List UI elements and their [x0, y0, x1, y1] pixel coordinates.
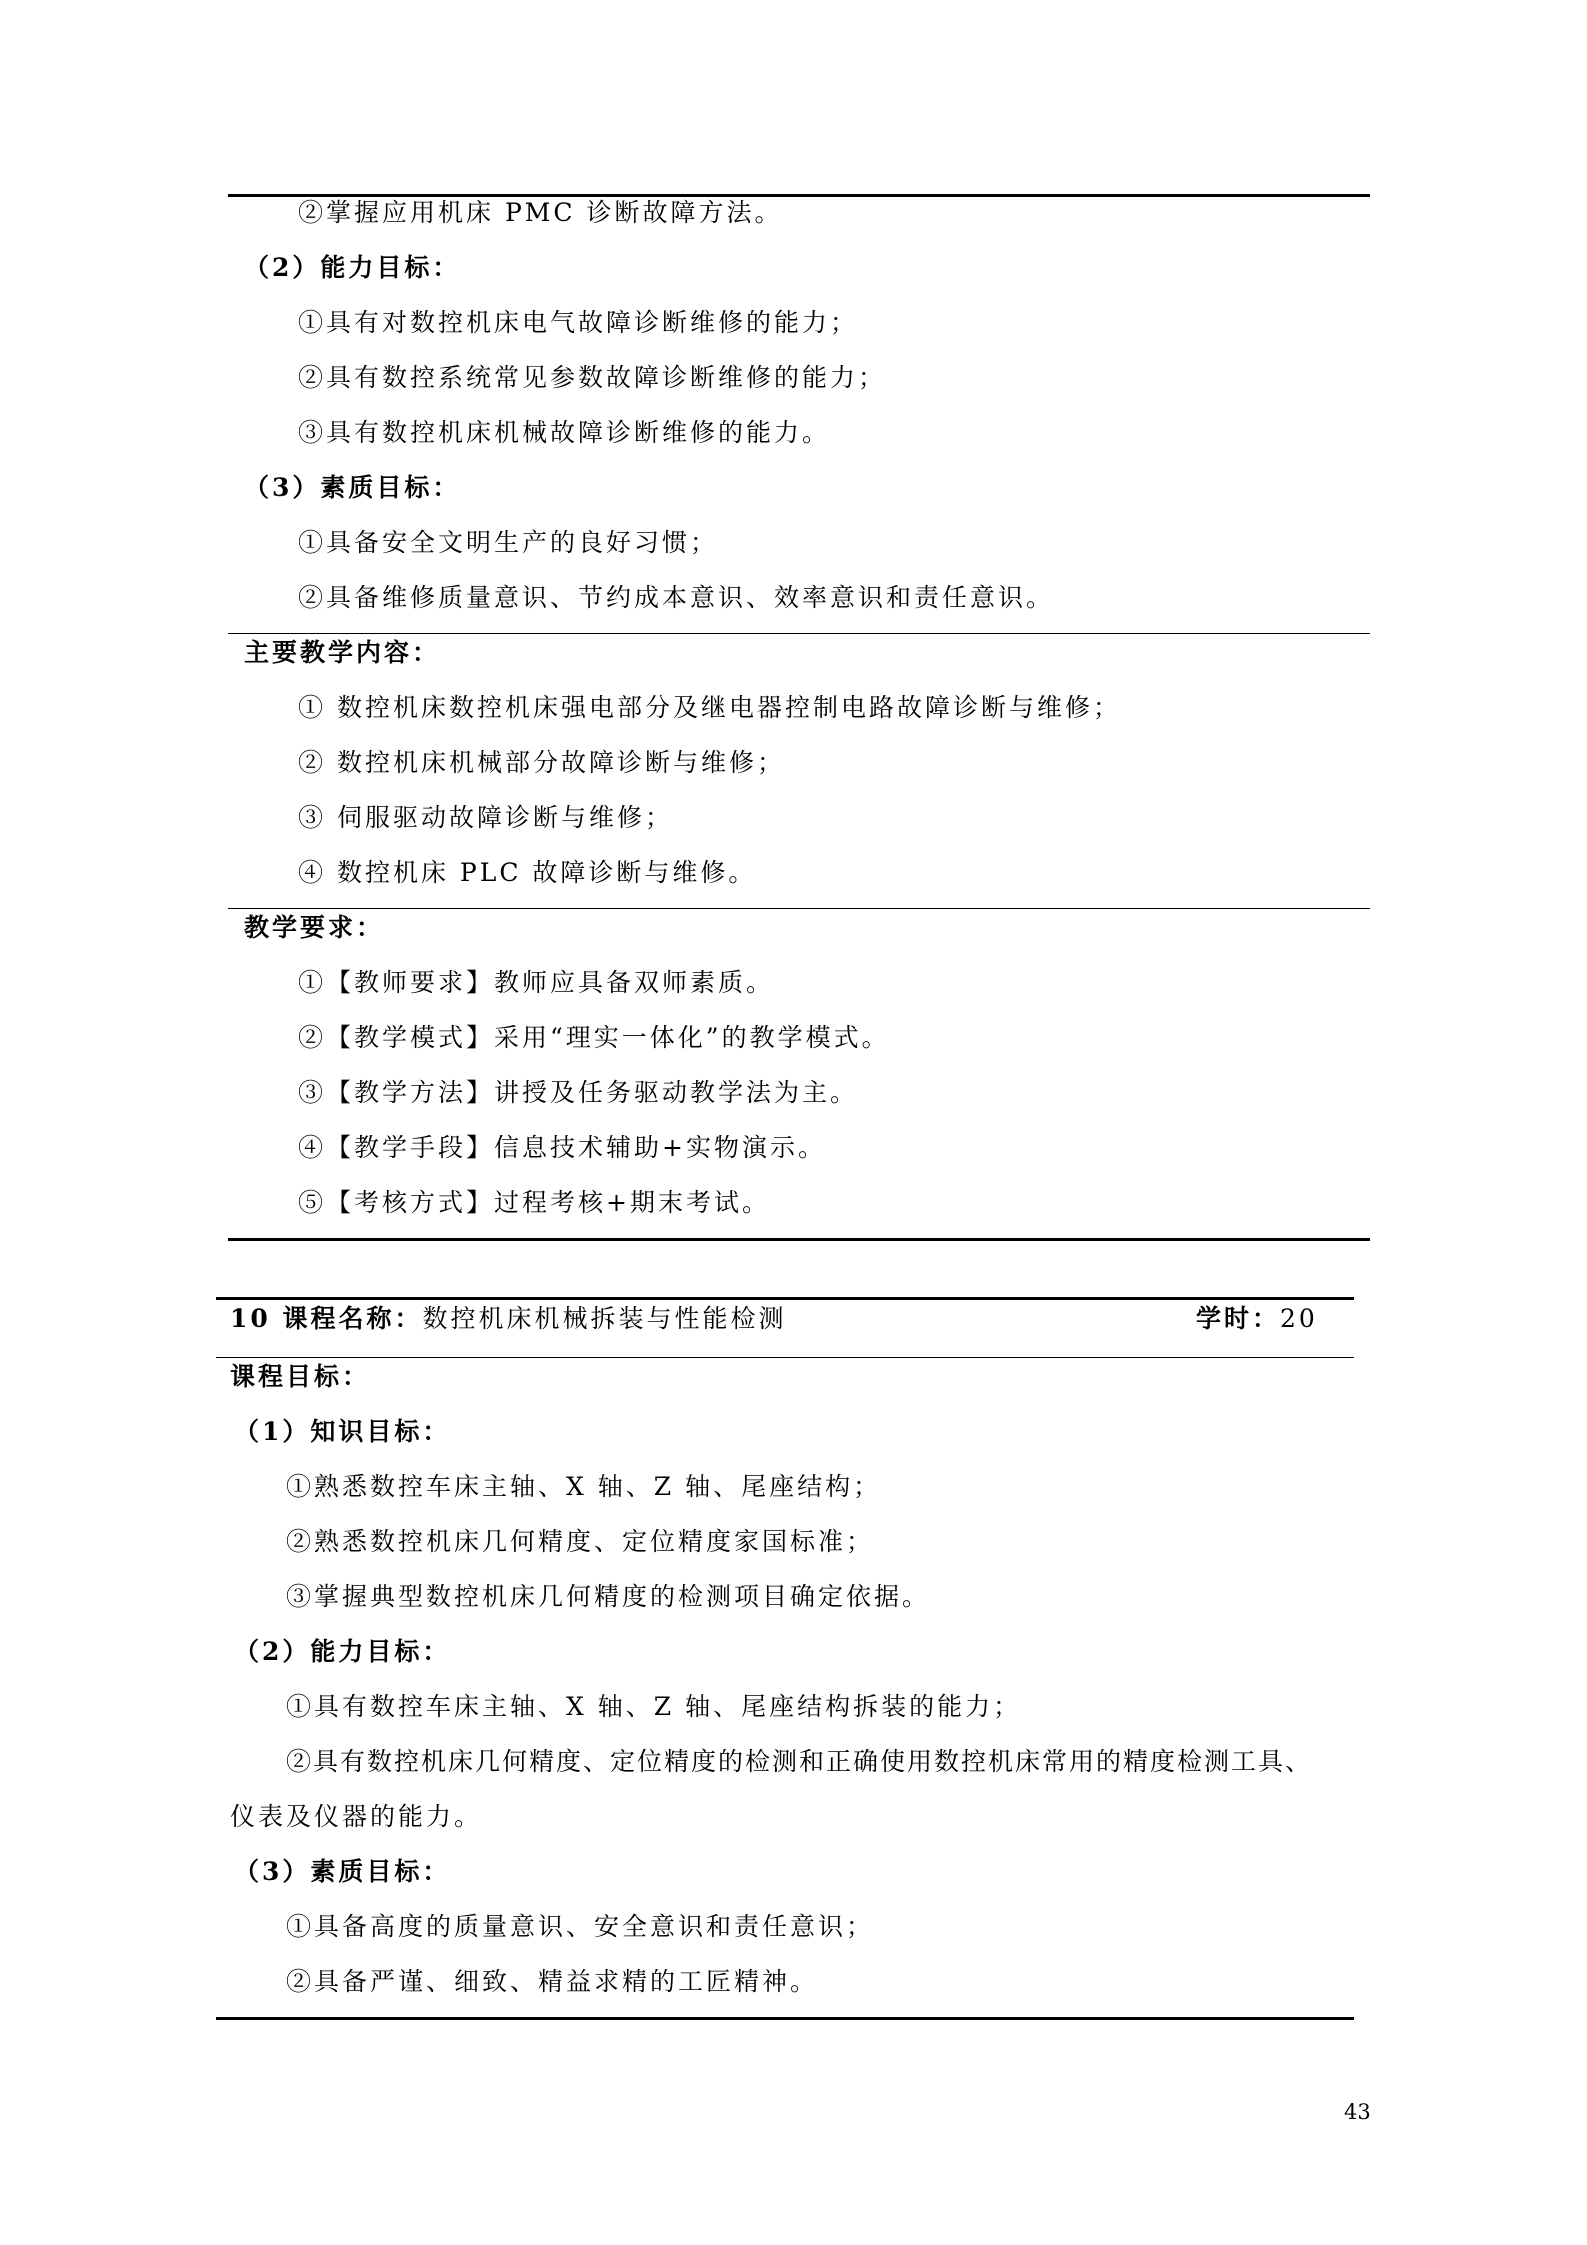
course-name: 数控机床机械拆装与性能检测 — [422, 1304, 787, 1333]
hours-value: 20 — [1280, 1304, 1318, 1333]
requirement-item-2: ②【教学模式】采用“理实一体化”的教学模式。 — [298, 1023, 890, 1052]
goal-heading: 课程目标： — [230, 1362, 371, 1391]
content-divider — [228, 633, 1370, 634]
hours-label: 学时： — [1196, 1304, 1281, 1333]
ability-item-2-continuation: 仪表及仪器的能力。 — [230, 1802, 483, 1831]
requirement-item-4: ④【教学手段】信息技术辅助+实物演示。 — [298, 1133, 826, 1162]
content-item-4: ④ 数控机床 PLC 故障诊断与维修。 — [298, 858, 757, 887]
content-heading: 主要教学内容： — [244, 638, 441, 667]
knowledge-item-2: ②掌握应用机床 PMC 诊断故障方法。 — [298, 198, 783, 227]
course-hours — [1196, 1304, 1318, 1334]
requirement-item-5: ⑤【考核方式】过程考核+期末考试。 — [298, 1188, 770, 1217]
ability-heading: （2）能力目标： — [244, 253, 461, 282]
block2-bottom-rule — [216, 2017, 1354, 2020]
block2-top-rule — [216, 1297, 1354, 1300]
requirements-divider — [228, 908, 1370, 909]
knowledge-item-3: ③掌握典型数控机床几何精度的检测项目确定依据。 — [286, 1582, 931, 1611]
ability-item-2-2: ②具有数控机床几何精度、定位精度的检测和正确使用数控机床常用的精度检测工具、 — [286, 1747, 1313, 1776]
quality-heading: （3）素质目标： — [244, 473, 461, 502]
course-name-label: 10 课程名称： — [230, 1304, 423, 1333]
knowledge-item-1: ①熟悉数控车床主轴、X 轴、Z 轴、尾座结构； — [286, 1472, 882, 1501]
knowledge-heading: （1）知识目标： — [234, 1417, 451, 1446]
knowledge-item-2: ②熟悉数控机床几何精度、定位精度家国标准； — [286, 1527, 875, 1556]
ability-item-1: ①具有对数控机床电气故障诊断维修的能力； — [298, 308, 859, 337]
content-item-1: ① 数控机床数控机床强电部分及继电器控制电路故障诊断与维修； — [298, 693, 1121, 722]
ability-heading-2: （2）能力目标： — [234, 1637, 451, 1666]
ability-item-1-2: ①具有数控车床主轴、X 轴、Z 轴、尾座结构拆装的能力； — [286, 1692, 1022, 1721]
requirements-heading: 教学要求： — [244, 913, 385, 942]
content-item-2: ② 数控机床机械部分故障诊断与维修； — [298, 748, 785, 777]
page-number: 43 — [1344, 2100, 1371, 2124]
course-title-row — [230, 1304, 787, 1334]
requirement-item-1: ①【教师要求】教师应具备双师素质。 — [298, 968, 775, 997]
block1-top-rule — [228, 194, 1370, 197]
ability-item-3: ③具有数控机床机械故障诊断维修的能力。 — [298, 418, 831, 447]
block1-bottom-rule — [228, 1238, 1370, 1241]
quality-item-2: ②具备维修质量意识、节约成本意识、效率意识和责任意识。 — [298, 583, 1055, 612]
requirement-item-3: ③【教学方法】讲授及任务驱动教学法为主。 — [298, 1078, 859, 1107]
quality-item-1-2: ①具备高度的质量意识、安全意识和责任意识； — [286, 1912, 875, 1941]
quality-item-1: ①具备安全文明生产的良好习惯； — [298, 528, 719, 557]
ability-item-2: ②具有数控系统常见参数故障诊断维修的能力； — [298, 363, 887, 392]
title-divider — [216, 1357, 1354, 1358]
content-item-3: ③ 伺服驱动故障诊断与维修； — [298, 803, 673, 832]
quality-item-2-2: ②具备严谨、细致、精益求精的工匠精神。 — [286, 1967, 819, 1996]
quality-heading-2: （3）素质目标： — [234, 1857, 451, 1886]
